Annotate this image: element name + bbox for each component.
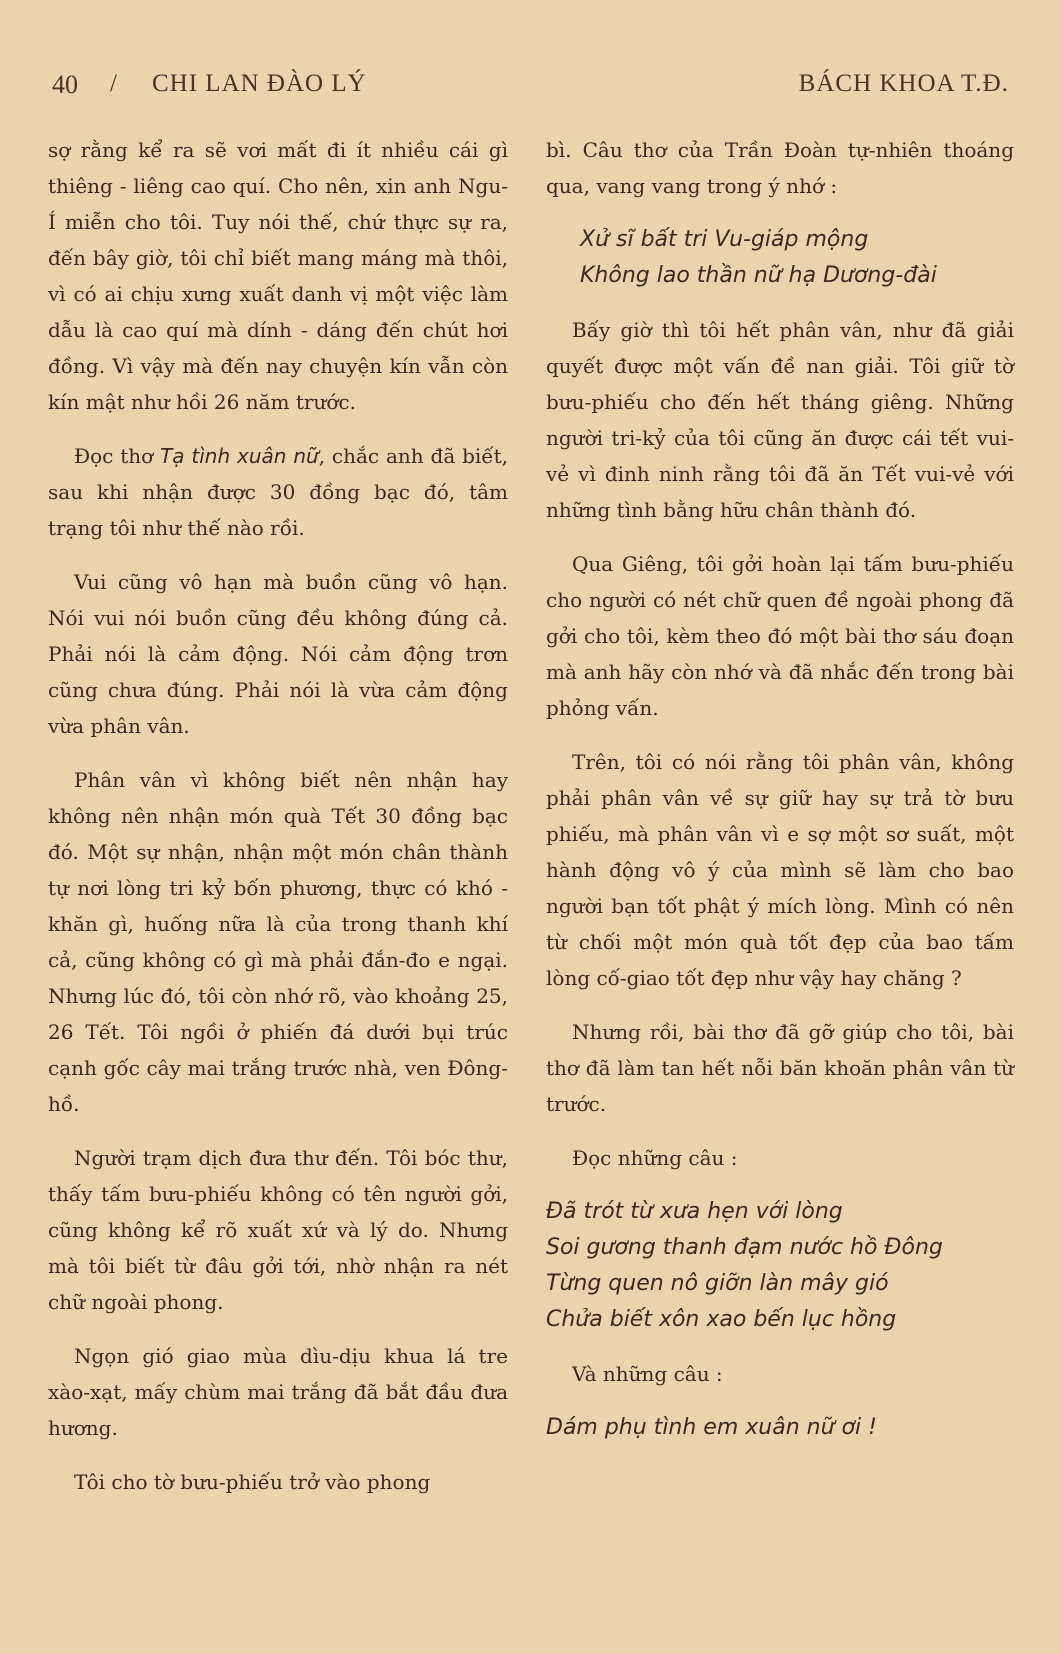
text-run: Đọc thơ — [74, 444, 161, 468]
paragraph: Người trạm dịch đưa thư đến. Tôi bóc thư, thấy tấm bưu-phiếu không có tên người gởi, cũng không kể rõ xuất xứ và lý do. Nhưng mà tôi biết từ đâu gởi tới, nhờ nhận ra nét chữ ngoài phong. — [48, 1146, 508, 1314]
paragraph: Nhưng rồi, bài thơ đã gỡ giúp cho tôi, bài thơ đã làm tan hết nỗi băn khoăn phân vân từ trước. — [546, 1020, 1014, 1116]
poem-line: Từng quen nô giỡn làn mây gió — [546, 1271, 889, 1296]
text-run: , chắc anh đã biết, sau khi nhận được 30 đồng bạc đó, tâm trạng tôi như thế nào rồi. — [48, 444, 509, 540]
header-publication: BÁCH KHOA T.Đ. — [798, 70, 1009, 97]
paragraph: Vui cũng vô hạn mà buồn cũng vô hạn. Nói vui nói buồn cũng đều không đúng cả. Phải nói là cảm động. Nói cảm động trơn cũng chưa đúng. Phải nói là vừa cảm động vừa phân vân. — [48, 570, 508, 738]
quote-lead: Và những câu : — [572, 1362, 723, 1386]
poem-quote — [546, 222, 1014, 294]
poem-line: Đã trót từ xưa hẹn với lòng — [546, 1199, 843, 1224]
poem-quote — [546, 1194, 1014, 1338]
paragraph: Trên, tôi có nói rằng tôi phân vân, không phải phân vân về sự giữ hay sự trả tờ bưu phiếu, mà phân vân vì e sợ một sơ suất, một hành động vô ý của mình sẽ làm cho bao người bạn tốt phật ý mích lòng. Mình có nên từ chối một món quà tốt đẹp của bao tấm lòng cố-giao tốt đẹp như vậy hay chăng ? — [546, 750, 1014, 990]
paragraph: Qua Giêng, tôi gởi hoàn lại tấm bưu-phiếu cho người có nét chữ quen đề ngoài phong đã gởi cho tôi, kèm theo đó một bài thơ sáu đoạn mà anh hãy còn nhớ và đã nhắc đến trong bài phỏng vấn. — [546, 552, 1014, 720]
paragraph: sợ rằng kể ra sẽ vơi mất đi ít nhiều cái gì thiêng - liêng cao quí. Cho nên, xin anh Ngu-Í miễn cho tôi. Tuy nói thế, chứ thực sự ra, đến bây giờ, tôi chỉ biết mang máng mà thôi, vì có ai chịu xưng xuất danh vị một việc làm dẫu là cao quí mà dính - dáng đến chút hơi đồng. Vì vậy mà đến nay chuyện kín vẫn còn kín mật như hồi 26 năm trước. — [48, 138, 508, 414]
paragraph: Bấy giờ thì tôi hết phân vân, như đã giải quyết được một vấn đề nan giải. Tôi giữ tờ bưu-phiếu cho đến hết tháng giêng. Những người tri-kỷ của tôi cũng ăn được cái tết vui-vẻ vì đinh ninh rằng tôi đã ăn Tết vui-vẻ với những tình bằng hữu chân thành đó. — [546, 318, 1014, 522]
paragraph — [48, 438, 508, 546]
poem-title: Tạ tình xuân nữ — [160, 444, 319, 468]
page-header — [0, 62, 1061, 102]
page-number: 40 — [52, 70, 78, 99]
poem-line: Không lao thần nữ hạ Dương-đài — [580, 263, 937, 288]
right-column — [546, 132, 1014, 1464]
paragraph: Phân vân vì không biết nên nhận hay không nên nhận món quà Tết 30 đồng bạc đó. Một sự nhận, nhận một món chân thành tự nơi lòng tri kỷ bốn phương, thực có khó - khăn gì, huống nữa là của trong thanh khí cả, cũng không có gì mà phải đắn-đo e ngại. Nhưng lúc đó, tôi còn nhớ rõ, vào khoảng 25, 26 Tết. Tôi ngồi ở phiến đá dưới bụi trúc cạnh gốc cây mai trắng trước nhà, ven Đông-hồ. — [48, 768, 508, 1116]
poem-line: Chửa biết xôn xao bến lục hồng — [546, 1307, 897, 1332]
left-column — [48, 132, 508, 1518]
poem-line: Soi gương thanh đạm nước hồ Đông — [546, 1235, 943, 1260]
header-author: CHI LAN ĐÀO LÝ — [152, 70, 367, 97]
poem-line: Xử sĩ bất tri Vu-giáp mộng — [580, 227, 869, 252]
paragraph: Ngọn gió giao mùa dìu-dịu khua lá tre xào-xạt, mấy chùm mai trắng đã bắt đầu đưa hương. — [48, 1344, 508, 1440]
poem-quote — [546, 1410, 1014, 1446]
poem-line: Dám phụ tình em xuân nữ ơi ! — [546, 1415, 877, 1440]
paragraph: Tôi cho tờ bưu-phiếu trở vào phong — [74, 1470, 431, 1494]
header-separator: / — [110, 70, 117, 97]
paragraph: bì. Câu thơ của Trần Đoàn tự-nhiên thoáng qua, vang vang trong ý nhớ : — [546, 138, 1014, 198]
quote-lead: Đọc những câu : — [572, 1146, 738, 1170]
